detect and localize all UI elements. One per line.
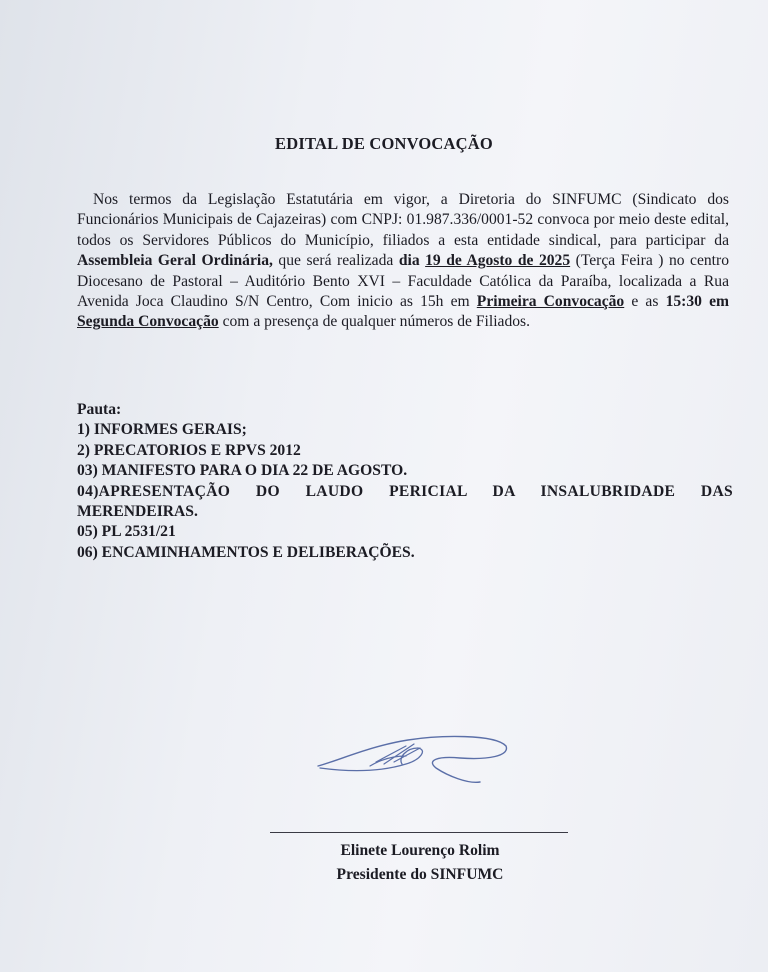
convocation-paragraph bbox=[77, 190, 729, 333]
agenda-item: 2) PRECATORIOS E RPVS 2012 bbox=[77, 441, 301, 459]
body-text-2: que será realizada bbox=[272, 252, 399, 270]
body-text-1: Nos termos da Legislação Estatutária em vigor, a Diretoria do SINFUMC (Sindicato dos Funcionários Municipais de Cajazeiras) com CNPJ: 01.987.336/0001-52 convoca por meio deste edital, todos os Servidores Públicos do Município, filiados a esta entidade sindical, para participar da bbox=[77, 191, 729, 249]
document-title: EDITAL DE CONVOCAÇÃO bbox=[275, 134, 493, 153]
first-call: Primeira Convocação bbox=[476, 293, 625, 311]
second-call-time: 15:30 em bbox=[665, 293, 729, 311]
second-call: Segunda Convocação bbox=[77, 313, 219, 331]
body-text-3: (Terça Feira ) no centro Diocesano de Pastoral – Auditório Bento XVI – Faculdade Católica da Paraíba, localizada a Rua Avenida Joca Claudino S/N Centro, Com inicio as 15h em bbox=[77, 252, 729, 311]
agenda-heading: Pauta: bbox=[77, 401, 122, 418]
handwritten-signature bbox=[310, 732, 510, 792]
agenda-item-continuation: MERENDEIRAS. bbox=[77, 503, 198, 521]
agenda-item: 05) PL 2531/21 bbox=[77, 523, 176, 541]
agenda-list bbox=[77, 400, 733, 563]
agenda-item: 1) INFORMES GERAIS; bbox=[77, 421, 247, 439]
signer-role: Presidente do SINFUMC bbox=[336, 866, 504, 883]
day-label: dia bbox=[398, 252, 420, 270]
agenda-item: 06) ENCAMINHAMENTOS E DELIBERAÇÕES. bbox=[77, 543, 415, 561]
signer-name: Elinete Lourenço Rolim bbox=[340, 842, 500, 859]
agenda-item: 04)APRESENTAÇÃO DO LAUDO PERICIAL DA INSALUBRIDADE DAS bbox=[77, 482, 733, 500]
body-text-6: com a presença de qualquer números de Filiados. bbox=[218, 313, 531, 331]
meeting-date: 19 de Agosto de 2025 bbox=[425, 252, 571, 270]
body-text-4: e as bbox=[624, 293, 666, 311]
signature-line bbox=[270, 832, 568, 833]
agenda-item: 03) MANIFESTO PARA O DIA 22 DE AGOSTO. bbox=[77, 462, 408, 480]
assembly-name: Assembleia Geral Ordinária, bbox=[77, 252, 273, 270]
